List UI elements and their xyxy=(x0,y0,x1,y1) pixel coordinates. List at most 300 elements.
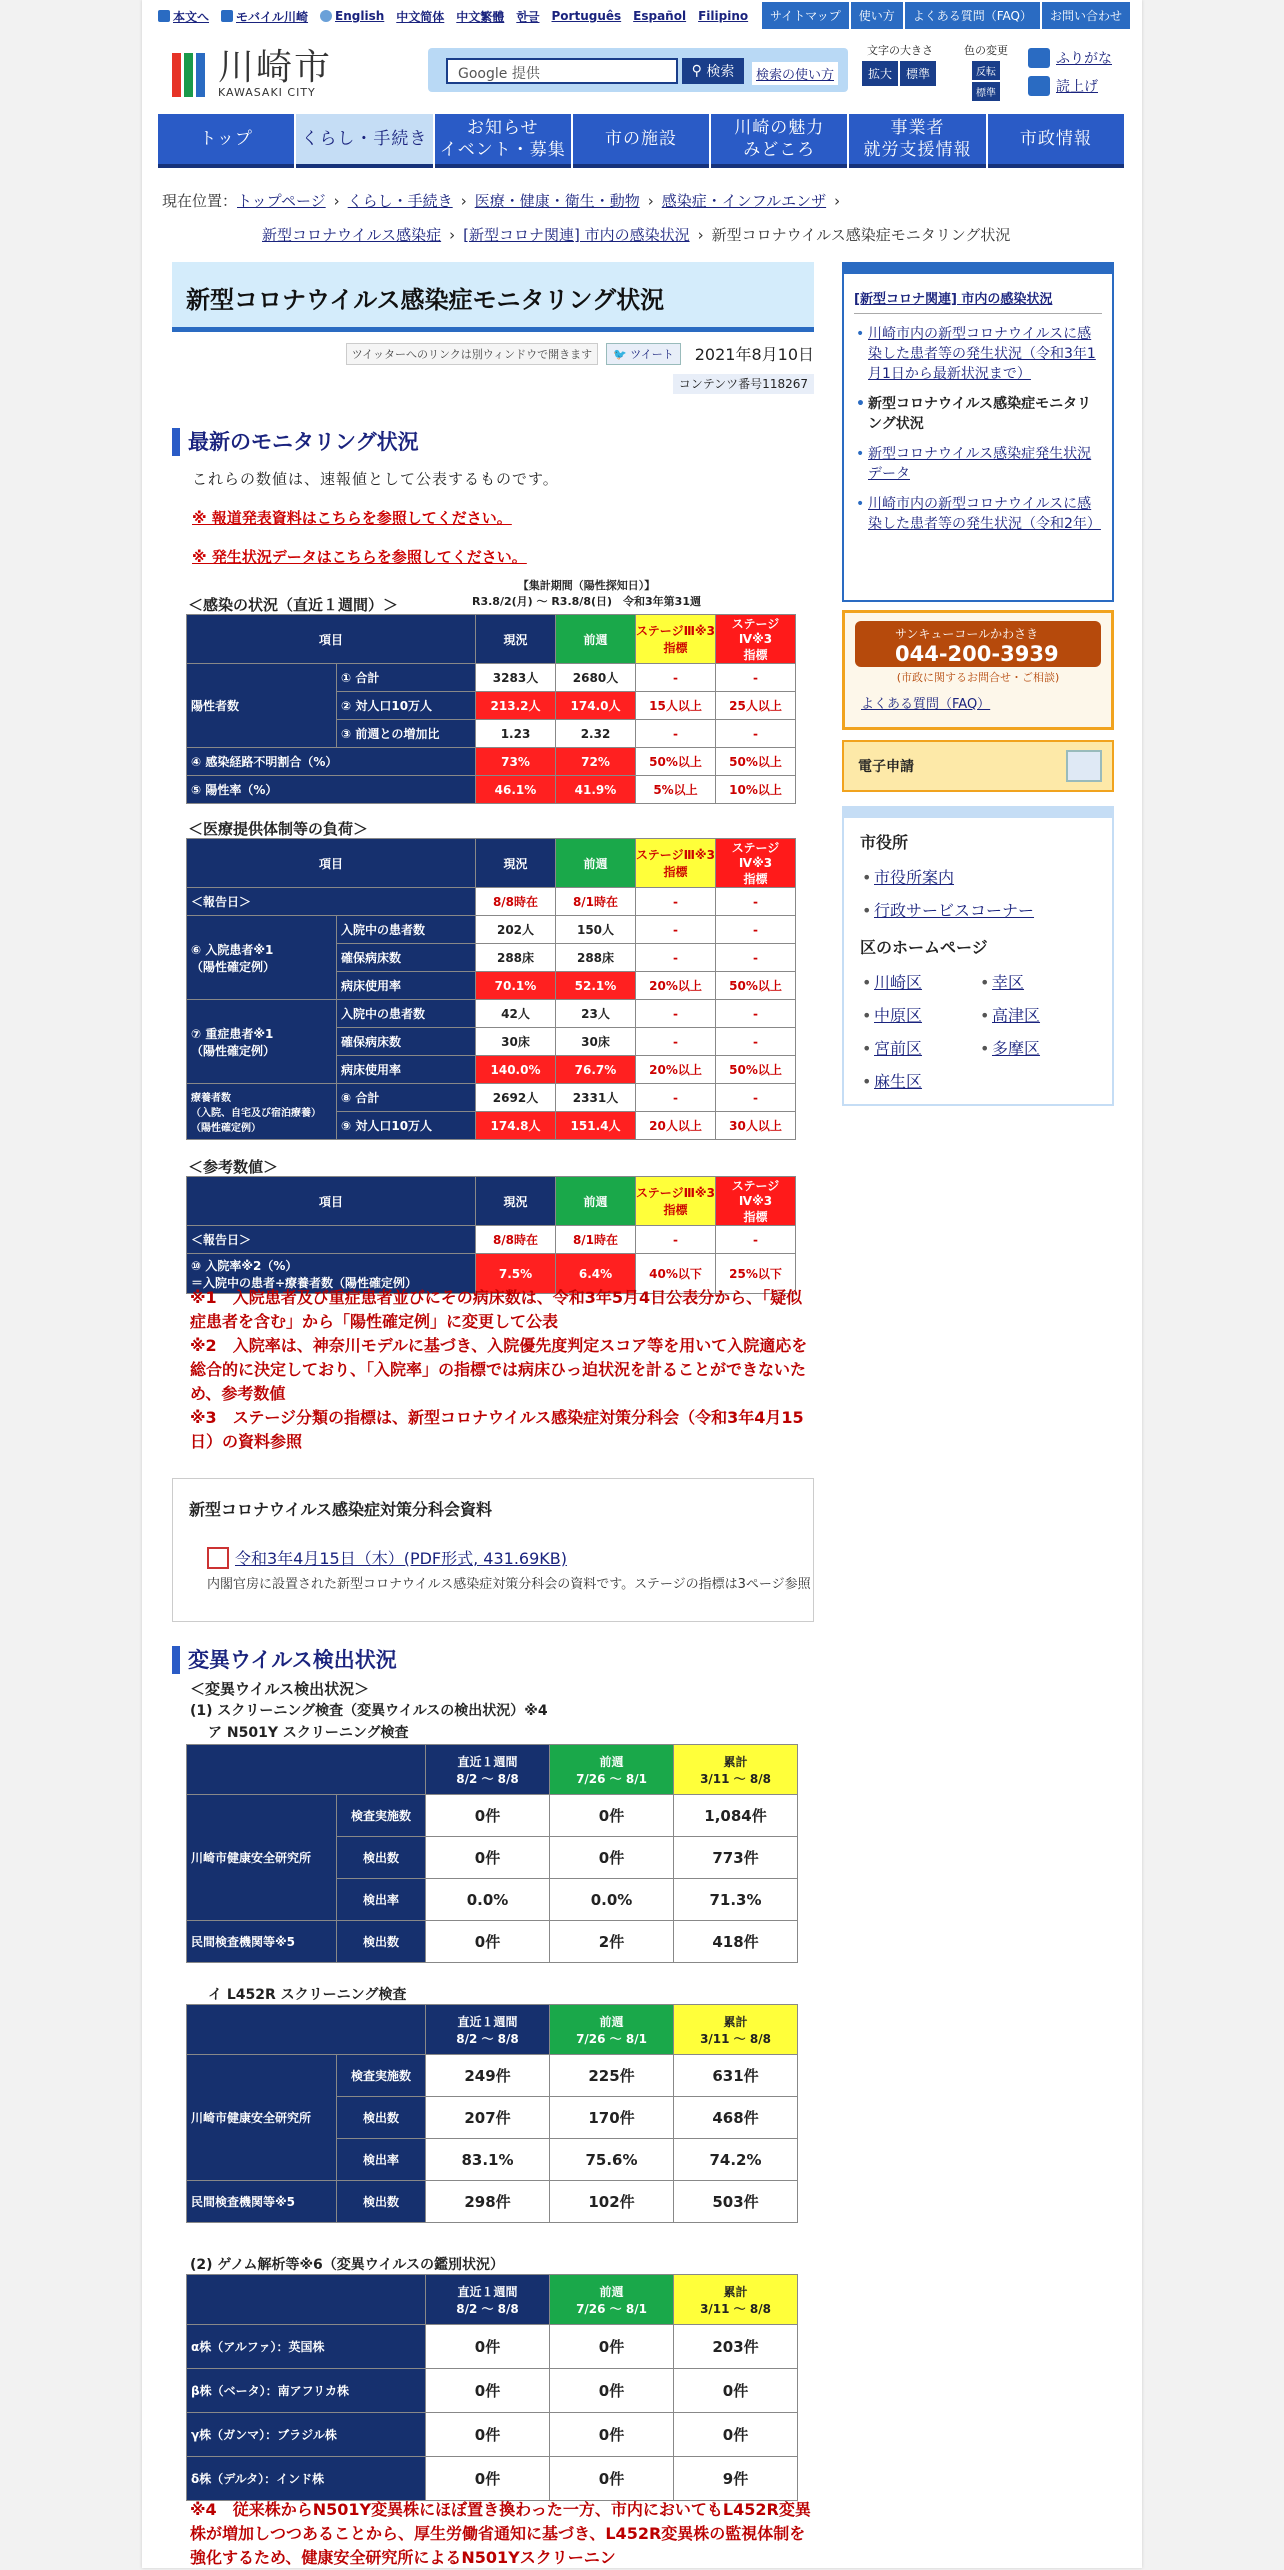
color-control xyxy=(964,42,1008,103)
table1-caption: ＜感染の状況（直近１週間）＞ xyxy=(188,596,399,614)
search-icon: ⚲ xyxy=(691,63,707,79)
value-cell: 2.32 xyxy=(556,720,636,748)
value-cell: - xyxy=(636,916,716,944)
footnotes xyxy=(190,1286,810,1454)
nav-item[interactable]: 事業者 就労支援情報 xyxy=(849,114,985,168)
row-label: ⑩ 入院率※2（%） ＝入院中の患者÷療養者数（陽性確定例） xyxy=(187,1254,476,1294)
value-cell: 631件 xyxy=(674,2055,798,2097)
group-positives: 陽性者数 xyxy=(187,664,337,748)
city-logo[interactable] xyxy=(172,47,333,99)
value-cell: 2件 xyxy=(550,1921,674,1963)
report-date-cell: - xyxy=(716,888,796,916)
value-cell: 0件 xyxy=(550,2369,674,2413)
row-label: 検出数 xyxy=(337,1921,426,1963)
row-label: 検出率 xyxy=(337,1879,426,1921)
twitter-note: ツイッターへのリンクは別ウィンドウで開きます xyxy=(346,343,598,365)
table-row xyxy=(187,1921,798,1963)
value-cell: - xyxy=(636,1000,716,1028)
value-cell: 75.6% xyxy=(550,2139,674,2181)
value-cell: 30床 xyxy=(476,1028,556,1056)
value-cell: - xyxy=(636,944,716,972)
font-size-label: 文字の大きさ xyxy=(867,44,934,57)
institute-label: 川崎市健康安全研究所 xyxy=(187,2055,337,2181)
value-cell: 0件 xyxy=(550,2457,674,2501)
nav-item[interactable]: 市の施設 xyxy=(573,114,709,168)
value-cell: 418件 xyxy=(674,1921,798,1963)
value-cell: 0件 xyxy=(550,1837,674,1879)
language-link[interactable] xyxy=(320,9,384,23)
header-week: 直近１週間 8/2 ～ 8/8 xyxy=(426,1745,550,1795)
ward-link[interactable]: • 麻生区 xyxy=(860,1065,978,1098)
table-row xyxy=(187,2181,798,2223)
value-cell: 203件 xyxy=(674,2325,798,2369)
city-hall-link[interactable]: • 市役所案内 xyxy=(860,861,1096,894)
accessibility-tools xyxy=(1028,48,1112,104)
top-link[interactable]: 使い方 xyxy=(851,2,903,29)
genome-caption: (2) ゲノム解析等※6（変異ウイルスの鑑別状況） xyxy=(190,2257,504,2273)
value-cell: 46.1% xyxy=(476,776,556,804)
group-label: ⑦ 重症患者※1 （陽性確定例） xyxy=(187,1000,337,1084)
table-row xyxy=(187,2055,798,2097)
value-cell: 174.0人 xyxy=(556,692,636,720)
table-row xyxy=(187,2413,798,2457)
row-label: 病床使用率 xyxy=(337,972,476,1000)
language-link[interactable]: Español xyxy=(633,9,687,23)
value-cell: 72% xyxy=(556,748,636,776)
row-label: ⑤ 陽性率（%） xyxy=(187,776,476,804)
institute-label: 川崎市健康安全研究所 xyxy=(187,1795,337,1921)
section-heading-variant: 変異ウイルス検出状況 xyxy=(172,1646,812,1674)
sidebar-link[interactable]: • 新型コロナウイルス感染症発生状況データ xyxy=(854,444,1102,484)
e-application-link[interactable] xyxy=(842,740,1114,792)
lead-text: これらの数値は、速報値として公表するものです。 xyxy=(192,470,559,488)
search-box xyxy=(428,48,848,92)
footnote: ※1 入院患者及び重症患者並びにその病床数は、令和3年5月4日公表分から、「疑似症患者を含む」から「陽性確定例」に変更して公表 xyxy=(190,1288,803,1331)
language-label: English xyxy=(335,9,385,23)
report-date-cell: - xyxy=(716,1226,796,1254)
related-links-box xyxy=(842,262,1114,602)
value-cell: - xyxy=(716,1084,796,1112)
value-cell: 0.0% xyxy=(426,1879,550,1921)
value-cell: 50%以上 xyxy=(716,972,796,1000)
chevron-right-icon: › xyxy=(449,226,456,244)
row-label: 検査実施数 xyxy=(337,2055,426,2097)
call-center-banner[interactable] xyxy=(855,621,1101,667)
footnote: ※2 入院率は、神奈川モデルに基づき、入院優先度判定スコア等を用いて入院適応を総合的に決定しており、「入院率」の指標では病床ひっ迫状況を計ることができないため、参考数値 xyxy=(190,1336,808,1403)
value-cell: 1.23 xyxy=(476,720,556,748)
value-cell: 202人 xyxy=(476,916,556,944)
row-label: ① 合計 xyxy=(337,664,476,692)
value-cell: 41.9% xyxy=(556,776,636,804)
value-cell: 40%以下 xyxy=(636,1254,716,1294)
value-cell: 0件 xyxy=(426,2369,550,2413)
report-date-label: ＜報告日＞ xyxy=(187,1226,476,1254)
value-cell: 30人以上 xyxy=(716,1112,796,1140)
value-cell: 0件 xyxy=(426,1837,550,1879)
search-button-label: 検索 xyxy=(706,64,735,80)
chevron-right-icon: › xyxy=(697,226,704,244)
related-links-heading[interactable]: [新型コロナ関連] 市内の感染状況 xyxy=(854,288,1102,314)
value-cell: 1,084件 xyxy=(674,1795,798,1837)
skip-label: 本文へ xyxy=(173,9,210,24)
genome-table xyxy=(186,2274,798,2501)
logo-name: 川崎市 xyxy=(218,47,333,88)
value-cell: 20%以上 xyxy=(636,972,716,1000)
breadcrumb-link[interactable]: 医療・健康・衛生・動物 xyxy=(474,192,640,210)
top-link[interactable]: よくある質問（FAQ） xyxy=(905,2,1040,29)
header-item: 項目 xyxy=(187,1177,476,1226)
row-label: 検出率 xyxy=(337,2139,426,2181)
value-cell: 102件 xyxy=(550,2181,674,2223)
breadcrumb-label: 現在位置： xyxy=(162,192,238,210)
logo-mark xyxy=(172,53,208,97)
row-label: ⑧ 合計 xyxy=(337,1084,476,1112)
header-blank xyxy=(187,1745,426,1795)
font-standard-button[interactable]: 標準 xyxy=(900,61,936,86)
table-row xyxy=(187,664,796,692)
table-row xyxy=(187,1226,796,1254)
value-cell: 3283人 xyxy=(476,664,556,692)
sidebar-link[interactable]: • 川崎市内の新型コロナウイルスに感染した患者等の発生状況（令和3年1月1日から最新状況まで） xyxy=(854,324,1102,384)
table-row xyxy=(187,748,796,776)
sidebar-link: • 新型コロナウイルス感染症モニタリング状況 xyxy=(854,394,1102,434)
table-row xyxy=(187,2369,798,2413)
language-link[interactable]: 中文繁體 xyxy=(456,9,505,24)
value-cell: 249件 xyxy=(426,2055,550,2097)
group-label: ⑥ 入院患者※1 （陽性確定例） xyxy=(187,916,337,1000)
search-help-link[interactable]: 検索の使い方 xyxy=(752,62,838,85)
n501y-caption: ア N501Y スクリーニング検査 xyxy=(208,1725,409,1741)
table-header-row xyxy=(187,2005,798,2055)
furigana-icon xyxy=(1028,48,1050,68)
group-label: 療養者数 （入院、自宅及び宿泊療養） （陽性確定例） xyxy=(187,1084,337,1140)
value-cell: 50%以上 xyxy=(716,748,796,776)
value-cell: 20人以上 xyxy=(636,1112,716,1140)
header-previous: 前週 xyxy=(556,839,636,888)
value-cell: 6.4% xyxy=(556,1254,636,1294)
value-cell: 170件 xyxy=(550,2097,674,2139)
private-lab-label: 民間検査機関等※5 xyxy=(187,2181,337,2223)
n501y-table xyxy=(186,1744,798,1963)
outbreak-data-link[interactable]: ※ 発生状況データはこちらを参照してください。 xyxy=(192,548,527,566)
row-label: ⑨ 対人口10万人 xyxy=(337,1112,476,1140)
language-link[interactable]: Filipino xyxy=(698,9,749,23)
value-cell: - xyxy=(636,664,716,692)
reference-table xyxy=(186,1176,796,1294)
value-cell: 288床 xyxy=(556,944,636,972)
value-cell: 52.1% xyxy=(556,972,636,1000)
value-cell: 9件 xyxy=(674,2457,798,2501)
value-cell: 74.2% xyxy=(674,2139,798,2181)
mobile-link[interactable] xyxy=(221,8,308,25)
report-date-cell: 8/8時在 xyxy=(476,1226,556,1254)
value-cell: 10%以上 xyxy=(716,776,796,804)
header-item: 項目 xyxy=(187,839,476,888)
value-cell: 0件 xyxy=(426,2457,550,2501)
table-row xyxy=(187,1084,796,1112)
table-row xyxy=(187,916,796,944)
chevron-right-icon: › xyxy=(333,192,340,210)
header-week: 直近１週間 8/2 ～ 8/8 xyxy=(426,2005,550,2055)
color-invert-button[interactable]: 反転 xyxy=(972,61,1000,80)
row-label: ④ 感染経路不明割合（%） xyxy=(187,748,476,776)
ward-link[interactable]: • 多摩区 xyxy=(978,1032,1096,1065)
value-cell: 140.0% xyxy=(476,1056,556,1084)
value-cell: 2680人 xyxy=(556,664,636,692)
footnote-4: ※4 従来株からN501Y変異株にほぼ置き換わった一方、市内においてもL452R変異株が増加しつつあることから、厚生労働省通知に基づき、L452R変異株の監視体制を強化するため、健康安全研究所によるN501Yスクリーニン xyxy=(190,2500,811,2567)
table1-period: 【集計期間（陽性探知日）】 R3.8/2(月) ～ R3.8/8(日) 令和3年第31週 xyxy=(472,579,701,608)
nav-item[interactable]: 市政情報 xyxy=(988,114,1124,168)
value-cell: 213.2人 xyxy=(476,692,556,720)
table-row xyxy=(187,1795,798,1837)
value-cell: 15人以上 xyxy=(636,692,716,720)
language-link[interactable]: Português xyxy=(551,9,622,23)
breadcrumb xyxy=(162,184,1122,252)
ward-link[interactable]: • 幸区 xyxy=(978,966,1096,999)
breadcrumb-link[interactable]: [新型コロナ関連] 市内の感染状況 xyxy=(463,226,690,244)
value-cell: 0件 xyxy=(550,2413,674,2457)
value-cell: 0件 xyxy=(674,2369,798,2413)
value-cell: 50%以上 xyxy=(636,748,716,776)
value-cell: 151.4人 xyxy=(556,1112,636,1140)
report-date-cell: - xyxy=(636,1226,716,1254)
value-cell: 70.1% xyxy=(476,972,556,1000)
speaker-icon xyxy=(1028,76,1050,96)
header-previous: 前週 7/26 ～ 8/1 xyxy=(550,2275,674,2325)
pdf-icon xyxy=(207,1547,229,1569)
value-cell: 207件 xyxy=(426,2097,550,2139)
main-content xyxy=(172,262,814,567)
content-number: コンテンツ番号118267 xyxy=(673,374,814,394)
row-label: ③ 前週との増加比 xyxy=(337,720,476,748)
row-label: 検出数 xyxy=(337,2097,426,2139)
header-total: 累計 3/11 ～ 8/8 xyxy=(674,2005,798,2055)
table-header-row xyxy=(187,1745,798,1795)
value-cell: 0件 xyxy=(550,2325,674,2369)
font-size-control xyxy=(862,42,938,86)
table-header-row xyxy=(187,2275,798,2325)
strain-label: α株（アルファ）：英国株 xyxy=(187,2325,426,2369)
section-heading-monitoring: 最新のモニタリング状況 xyxy=(172,428,814,456)
header-stage3: ステージⅢ※3 指標 xyxy=(636,839,716,888)
city-hall-heading: 市役所 xyxy=(860,833,909,852)
value-cell: - xyxy=(636,1084,716,1112)
color-label: 色の変更 xyxy=(964,44,1008,57)
mobile-label: モバイル川崎 xyxy=(236,9,309,24)
value-cell: - xyxy=(636,720,716,748)
header-previous: 前週 7/26 ～ 8/1 xyxy=(550,2005,674,2055)
language-link[interactable]: 한글 xyxy=(516,9,540,24)
ward-links-box xyxy=(842,806,1114,1106)
report-date-cell: 8/1時在 xyxy=(556,1226,636,1254)
value-cell: 71.3% xyxy=(674,1879,798,1921)
value-cell: 20%以上 xyxy=(636,1056,716,1084)
header-stage4: ステージⅣ※3 指標 xyxy=(716,1177,796,1226)
row-label: 検出数 xyxy=(337,2181,426,2223)
chevron-right-icon: › xyxy=(834,192,841,210)
header-stage4: ステージⅣ※3 指標 xyxy=(716,839,796,888)
header-total: 累計 3/11 ～ 8/8 xyxy=(674,2275,798,2325)
twitter-icon: 🐦 xyxy=(613,347,627,361)
value-cell: 23人 xyxy=(556,1000,636,1028)
top-link[interactable]: サイトマップ xyxy=(762,2,849,29)
header-blank xyxy=(187,2005,426,2055)
tweet-button[interactable] xyxy=(606,343,681,365)
infection-status-table xyxy=(186,614,796,804)
city-hall-link[interactable]: • 行政サービスコーナー xyxy=(860,894,1096,927)
nav-item[interactable]: くらし・手続き xyxy=(296,114,432,168)
table-header-row xyxy=(187,839,796,888)
ward-link[interactable]: • 宮前区 xyxy=(860,1032,978,1065)
faq-link[interactable]: よくある質問（FAQ） xyxy=(861,697,991,712)
value-cell: 288床 xyxy=(476,944,556,972)
report-date-cell: - xyxy=(636,888,716,916)
breadcrumb-link[interactable]: トップページ xyxy=(237,192,326,210)
color-standard-button[interactable]: 標準 xyxy=(972,82,1000,101)
value-cell: 0件 xyxy=(674,2413,798,2457)
value-cell: - xyxy=(716,916,796,944)
header-stage3: ステージⅢ※3 指標 xyxy=(636,1177,716,1226)
call-center-name: サンキューコールかわさき xyxy=(895,627,1039,641)
value-cell: 0件 xyxy=(426,2413,550,2457)
value-cell: 0件 xyxy=(426,1795,550,1837)
nav-item[interactable]: 川崎の魅力 みどころ xyxy=(711,114,847,168)
value-cell: 30床 xyxy=(556,1028,636,1056)
ward-link[interactable]: • 川崎区 xyxy=(860,966,978,999)
computer-icon xyxy=(1066,750,1102,782)
skip-to-main-link[interactable] xyxy=(158,8,209,25)
header-current: 現況 xyxy=(476,839,556,888)
table-row xyxy=(187,2457,798,2501)
call-center-box xyxy=(842,610,1114,730)
table2-caption: ＜医療提供体制等の負荷＞ xyxy=(188,820,369,838)
table-row xyxy=(187,1000,796,1028)
press-release-link[interactable]: ※ 報道発表資料はこちらを参照してください。 xyxy=(192,509,512,527)
value-cell: - xyxy=(716,664,796,692)
table-row xyxy=(187,776,796,804)
pdf-link-label: 令和3年4月15日（木）(PDF形式, 431.69KB) xyxy=(235,1549,568,1568)
nav-item[interactable]: お知らせ イベント・募集 xyxy=(435,114,571,168)
header-current: 現況 xyxy=(476,1177,556,1226)
header-previous: 前週 xyxy=(556,615,636,664)
header-blank xyxy=(187,2275,426,2325)
read-aloud-button[interactable] xyxy=(1028,76,1112,96)
table-row xyxy=(187,888,796,916)
document-box xyxy=(172,1478,814,1622)
nav-item[interactable]: トップ xyxy=(158,114,294,168)
breadcrumb-link[interactable]: 感染症・インフルエンザ xyxy=(661,192,827,210)
top-links xyxy=(760,2,1130,29)
value-cell: 42人 xyxy=(476,1000,556,1028)
report-date-cell: 8/1時在 xyxy=(556,888,636,916)
chevron-right-icon: › xyxy=(460,192,467,210)
header-stage4: ステージⅣ※3 指標 xyxy=(716,615,796,664)
value-cell: 0.0% xyxy=(550,1879,674,1921)
call-center-sub: (市政に関するお問合せ・ご相談) xyxy=(896,671,1060,684)
value-cell: 2331人 xyxy=(556,1084,636,1112)
value-cell: 298件 xyxy=(426,2181,550,2223)
l452r-table xyxy=(186,2004,798,2223)
font-enlarge-button[interactable]: 拡大 xyxy=(862,61,898,86)
page xyxy=(142,0,1142,2568)
value-cell: - xyxy=(636,1028,716,1056)
value-cell: 773件 xyxy=(674,1837,798,1879)
variant-caption: ＜変異ウイルス検出状況＞ xyxy=(190,1680,370,1698)
strain-label: γ株（ガンマ）：ブラジル株 xyxy=(187,2413,426,2457)
value-cell: 50%以上 xyxy=(716,1056,796,1084)
value-cell: 5%以上 xyxy=(636,776,716,804)
tweet-label: ツイート xyxy=(630,347,674,361)
screening-caption: (1) スクリーニング検査（変異ウイルスの検出状況）※4 xyxy=(190,1703,548,1719)
value-cell: 0件 xyxy=(426,2325,550,2369)
sidebar-link[interactable]: • 川崎市内の新型コロナウイルスに感染した患者等の発生状況（令和2年） xyxy=(854,494,1102,534)
value-cell: - xyxy=(716,720,796,748)
table-row xyxy=(187,2325,798,2369)
header-current: 現況 xyxy=(476,615,556,664)
value-cell: 83.1% xyxy=(426,2139,550,2181)
ward-link[interactable]: • 高津区 xyxy=(978,999,1096,1032)
footnote: ※3 ステージ分類の指標は、新型コロナウイルス感染症対策分科会（令和3年4月15日）の資料参照 xyxy=(190,1408,804,1451)
row-label: 病床使用率 xyxy=(337,1056,476,1084)
value-cell: - xyxy=(716,1028,796,1056)
header-previous: 前週 7/26 ～ 8/1 xyxy=(550,1745,674,1795)
ward-heading: 区のホームページ xyxy=(860,938,988,957)
row-label: 検出数 xyxy=(337,1837,426,1879)
value-cell: 76.7% xyxy=(556,1056,636,1084)
header-previous: 前週 xyxy=(556,1177,636,1226)
table3-caption: ＜参考数値＞ xyxy=(188,1158,279,1176)
furigana-label: ふりがな xyxy=(1056,51,1112,67)
utility-bar xyxy=(158,4,760,28)
value-cell: - xyxy=(716,944,796,972)
ward-link[interactable]: • 中原区 xyxy=(860,999,978,1032)
row-label: 入院中の患者数 xyxy=(337,916,476,944)
chevron-right-icon: › xyxy=(647,192,654,210)
value-cell: 0件 xyxy=(426,1921,550,1963)
document-box-title: 新型コロナウイルス感染症対策分科会資料 xyxy=(189,1500,493,1519)
value-cell: 0件 xyxy=(550,1795,674,1837)
value-cell: 73% xyxy=(476,748,556,776)
globe-icon xyxy=(320,10,332,22)
top-link[interactable]: お問い合わせ xyxy=(1042,2,1130,29)
global-nav xyxy=(158,114,1126,168)
breadcrumb-link[interactable]: くらし・手続き xyxy=(347,192,453,210)
value-cell: 174.8人 xyxy=(476,1112,556,1140)
search-button[interactable] xyxy=(682,58,744,84)
share-bar xyxy=(172,342,814,365)
strain-label: δ株（デルタ）：インド株 xyxy=(187,2457,426,2501)
breadcrumb-link[interactable]: 新型コロナウイルス感染症 xyxy=(262,226,442,244)
value-cell: 468件 xyxy=(674,2097,798,2139)
row-label: 確保病床数 xyxy=(337,1028,476,1056)
row-label: 確保病床数 xyxy=(337,944,476,972)
search-input[interactable]: Google 提供 xyxy=(446,58,678,84)
mobile-icon xyxy=(221,10,233,22)
private-lab-label: 民間検査機関等※5 xyxy=(187,1921,337,1963)
logo-sub: KAWASAKI CITY xyxy=(218,86,316,99)
value-cell: 7.5% xyxy=(476,1254,556,1294)
download-icon xyxy=(158,10,170,22)
row-label: ② 対人口10万人 xyxy=(337,692,476,720)
value-cell: 225件 xyxy=(550,2055,674,2097)
document-description: 内閣官房に設置された新型コロナウイルス感染症対策分科会の資料です。ステージの指標は3ページ参照 xyxy=(207,1577,811,1592)
header-item: 項目 xyxy=(187,615,476,664)
language-link[interactable]: 中文简体 xyxy=(396,9,445,24)
furigana-button[interactable] xyxy=(1028,48,1112,68)
strain-label: β株（ベータ）：南アフリカ株 xyxy=(187,2369,426,2413)
value-cell: - xyxy=(716,1000,796,1028)
pdf-link[interactable] xyxy=(207,1546,813,1569)
